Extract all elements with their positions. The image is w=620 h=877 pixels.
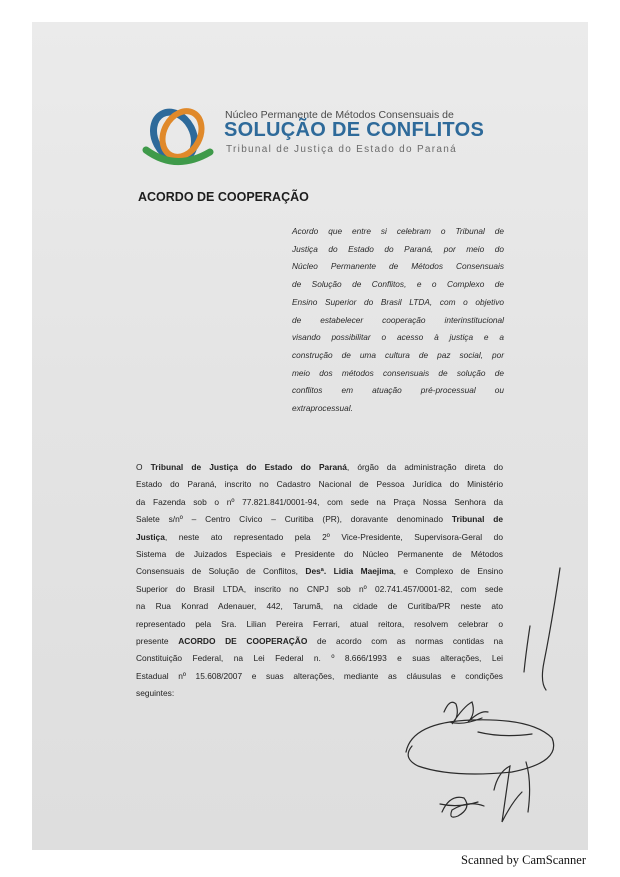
logo-title: SOLUÇÃO DE CONFLITOS — [224, 119, 485, 141]
summary-line: de estabelecer cooperação interinstitucional — [292, 314, 504, 325]
summary-line: Acordo que entre si celebram o Tribunal de — [292, 226, 504, 236]
body-line: seguintes: — [136, 688, 175, 699]
conflict-resolution-logo-icon — [140, 104, 218, 170]
document-paper — [32, 22, 588, 850]
body-line: Constituição Federal, na Lei Federal n. º 8.666/1993 e suas alterações, Lei — [136, 653, 503, 664]
body-line: representado pela Sra. Lilian Pereira Ferrari, atual reitora, resolvem celebrar o — [136, 618, 503, 629]
judge-name: Desª. Lidia Maejima — [305, 566, 394, 577]
summary-line: visando possibilitar o acesso à justiça e a — [292, 332, 504, 343]
body-line: Superior do Brasil LTDA, inscrito no CNPJ sob nº 02.741.457/0001-82, com sede — [136, 583, 503, 594]
scanner-watermark: Scanned by CamScanner — [461, 853, 586, 867]
body-line: Estadual nº 15.608/2007 e suas alterações, mediante as cláusulas e condições — [136, 670, 503, 681]
body-line: Justiça, neste ato representado pela 2º Vice-Presidente, Supervisora-Geral do — [136, 531, 503, 542]
document-title: ACORDO DE COOPERAÇÃO — [138, 190, 309, 204]
body-line: Salete s/nº – Centro Cívico – Curitiba (PR), doravante denominado Tribunal de — [136, 514, 504, 525]
body-line: da Fazenda sob o nº 77.821.841/0001-94, com sede na Praça Nossa Senhora da — [136, 496, 503, 507]
agreement-summary — [292, 223, 504, 418]
body-line: Consensuais de Solução de Conflitos, Desª. Lidia Maejima, e Complexo de Ensino — [136, 566, 503, 577]
summary-line: de Solução de Conflitos, e o Complexo de — [292, 279, 504, 290]
summary-line: Núcleo Permanente de Métodos Consensuais — [292, 261, 504, 272]
court-name: Tribunal de Justiça do Estado do Paraná — [150, 462, 347, 472]
summary-line: construção de uma cultura de paz social, por — [292, 349, 504, 360]
summary-line: Justiça do Estado do Paraná, por meio do — [292, 243, 504, 254]
body-line: Sistema de Juizados Especiais e Presidente do Núcleo Permanente de Métodos — [136, 549, 503, 560]
summary-line: meio dos métodos consensuais de solução de — [292, 367, 504, 378]
body-line: Estado do Paraná, inscrito no Cadastro Nacional de Pessoa Jurídica do Ministério — [136, 479, 503, 490]
logo-subtitle: Núcleo Permanente de Métodos Consensuais de — [225, 109, 454, 121]
summary-line: extraprocessual. — [292, 403, 353, 414]
logo-court-name: Tribunal de Justiça do Estado do Paraná — [226, 144, 457, 155]
agreement-body-paragraph — [136, 459, 503, 703]
summary-line: conflitos em atuação pré-processual ou — [292, 385, 504, 396]
body-line: O Tribunal de Justiça do Estado do Paraná, órgão da administração direta do — [136, 462, 503, 472]
body-line: na Rua Konrad Adenauer, 442, Tarumã, na cidade de Curitiba/PR neste ato — [136, 601, 503, 612]
body-line: presente ACORDO DE COOPERAÇÃO de acordo com as normas contidas na — [136, 636, 503, 647]
summary-line: Ensino Superior do Brasil LTDA, com o objetivo — [292, 296, 504, 307]
